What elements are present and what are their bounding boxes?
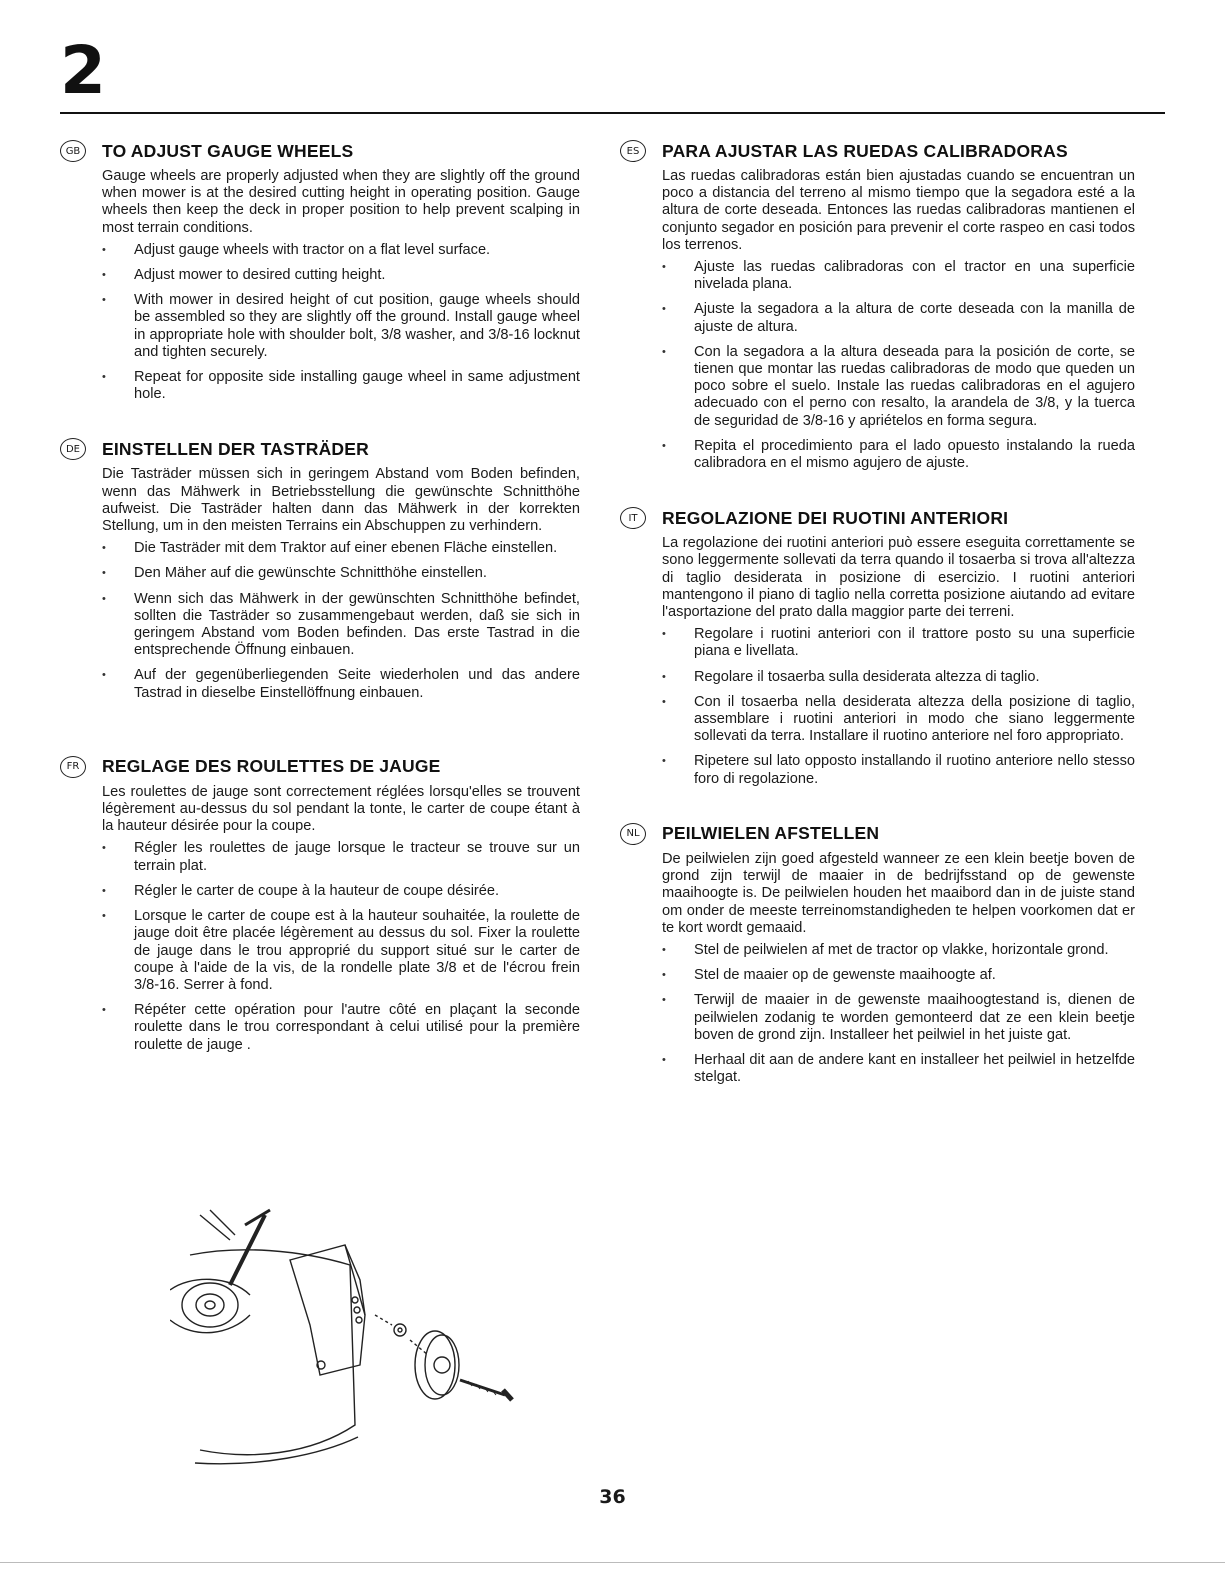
bullet-list <box>662 942 1135 1086</box>
bullet-item: • Régler les roulettes de jauge lorsque le tracteur se trouve sur un terrain plat. <box>102 840 580 874</box>
bullet-list <box>102 540 580 702</box>
language-badge-nl: NL <box>620 823 646 845</box>
section-gb <box>60 140 580 403</box>
bullet-item: • Regolare i ruotini anteriori con il trattore posto su una superficie piana e livellata. <box>662 626 1135 660</box>
bullet-item: • Régler le carter de coupe à la hauteur de coupe désirée. <box>102 883 580 900</box>
bullet-item: • Lorsque le carter de coupe est à la hauteur souhaitée, la roulette de jauge doit être placée légèrement au dessus du sol. Fixer la roulette de jauge dans le trou approprié du support situé sur le carter de coupe à l'aide de la vis, de la rondelle plate 3/8 et de l'écrou frein 3/8-16. Serrer à fond. <box>102 908 580 994</box>
chapter-number: 2 <box>60 32 105 109</box>
section-de <box>60 438 580 701</box>
bullet-item: • Repita el procedimiento para el lado opuesto instalando la rueda calibradora en el mismo agujero de ajuste. <box>662 438 1135 472</box>
section-intro: Les roulettes de jauge sont correctement réglées lorsqu'elles se trouvent légèrement au-dessus du sol pendant la tonte, le carter de coupe étant à la hauteur désirée pour la coupe. <box>102 783 580 835</box>
section-title: PEILWIELEN AFSTELLEN <box>662 823 880 844</box>
section-header <box>60 140 580 162</box>
section-intro: Gauge wheels are properly adjusted when they are slightly off the ground when mower is at the desired cutting height in operating position. Gauge wheels then keep the deck in proper position to help prevent scalping in most terrain conditions. <box>102 168 580 236</box>
section-intro: Die Tasträder müssen sich in geringem Abstand vom Boden befinden, wenn das Mähwerk in Betriebsstellung die gewünschte Schnitthöhe aufweist. Die Tasträder halten dann das Mähwerk in der korrekten Stellung, um in den meisten Terrains ein Abschuppen zu verhindern. <box>102 466 580 535</box>
bullet-item: • Den Mäher auf die gewünschte Schnitthöhe einstellen. <box>102 565 580 582</box>
bullet-item: • Stel de peilwielen af met de tractor op vlakke, horizontale grond. <box>662 942 1135 959</box>
section-intro: De peilwielen zijn goed afgesteld wanneer ze een klein beetje boven de grond zijn terwijl de maaier in de bedrijfsstand op de gewenste maaihoogte is. De peilwielen houden het maaibord dan in de juiste stand om onder de meeste terreinomstandigheden te helpen voorkomen dat er te kort wordt gemaaid. <box>662 850 1135 936</box>
bullet-item: • Ajuste las ruedas calibradoras con el tractor en una superficie nivelada plana. <box>662 259 1135 293</box>
section-title: EINSTELLEN DER TASTRÄDER <box>102 438 369 459</box>
bullet-list <box>102 840 580 1053</box>
section-intro: Las ruedas calibradoras están bien ajustadas cuando se encuentran un poco a distancia del terreno al mismo tiempo que la segadora esté a la altura de corte deseada. Entonces las ruedas calibradoras mantienen el conjunto segador en posición para prevenir el corte raspeo en casi todos los terrenos. <box>662 168 1135 253</box>
left-column <box>60 140 580 1062</box>
section-header <box>620 507 1135 529</box>
section-it <box>620 507 1135 788</box>
section-fr <box>60 756 580 1054</box>
bullet-item: • Stel de maaier op de gewenste maaihoogte af. <box>662 967 1135 984</box>
section-title: PARA AJUSTAR LAS RUEDAS CALIBRADORAS <box>662 140 1068 161</box>
bullet-item: • Con il tosaerba nella desiderata altezza della posizione di taglio, assemblare i ruotini anteriori in modo che siano leggermente sollevati da terra. Installare il ruotino anteriore nel foro appropriato. <box>662 694 1135 746</box>
language-badge-de: DE <box>60 438 86 460</box>
bullet-item: • Wenn sich das Mähwerk in der gewünschten Schnitthöhe befindet, sollten die Tasträder so zusammengebaut werden, daß sie sich in geringem Abstand vom Boden befinden. Das erste Tastrad in die entsprechende Öffnung einbauen. <box>102 591 580 660</box>
bullet-item: • Ajuste la segadora a la altura de corte deseada con la manilla de ajuste de altura. <box>662 301 1135 335</box>
bullet-list <box>102 242 580 404</box>
bullet-item: • Ripetere sul lato opposto installando il ruotino anteriore nello stesso foro di regolazione. <box>662 753 1135 787</box>
section-nl <box>620 823 1135 1086</box>
section-header <box>620 140 1135 162</box>
header-rule <box>60 112 1165 114</box>
bullet-item: • Regolare il tosaerba sulla desiderata altezza di taglio. <box>662 669 1135 686</box>
bullet-item: • Auf der gegenüberliegenden Seite wiederholen und das andere Tastrad in dieselbe Einstellöffnung einbauen. <box>102 667 580 701</box>
bullet-item: • Repeat for opposite side installing gauge wheel in same adjustment hole. <box>102 369 580 403</box>
section-header <box>60 438 580 460</box>
section-intro: La regolazione dei ruotini anteriori può essere eseguita correttamente se sono leggermente sollevati da terra quando il tosaerba si trova all'altezza di taglio desiderata in posizione di esercizio. I ruotini anteriori mantengono il piano di taglio nella corretta posizione aiutando ad evitare l'asportazione del prato dalla maggior parte dei terreni. <box>662 535 1135 621</box>
bullet-item: • Con la segadora a la altura deseada para la posición de corte, se tienen que montar las ruedas calibradoras de modo que queden un poco sobre el suelo. Instale las ruedas calibradoras en el agujero adecuado con el perno con resalto, la arandela de 3/8, y la tuerca de seguridad de 3/8-16 y apriételos en forma segura. <box>662 344 1135 430</box>
bullet-item: • Die Tasträder mit dem Traktor auf einer ebenen Fläche einstellen. <box>102 540 580 557</box>
language-badge-es: ES <box>620 140 646 162</box>
section-header <box>620 823 1135 845</box>
section-title: REGOLAZIONE DEI RUOTINI ANTERIORI <box>662 507 1009 528</box>
bullet-list <box>662 259 1135 472</box>
section-header <box>60 756 580 778</box>
bullet-item: • Adjust mower to desired cutting height. <box>102 267 580 284</box>
language-badge-gb: GB <box>60 140 86 162</box>
right-column <box>620 140 1135 1094</box>
bullet-item: • Herhaal dit aan de andere kant en installeer het peilwiel in hetzelfde stelgat. <box>662 1052 1135 1086</box>
section-es <box>620 140 1135 472</box>
section-title: REGLAGE DES ROULETTES DE JAUGE <box>102 756 441 777</box>
footer-rule <box>0 1562 1225 1563</box>
bullet-item: • Terwijl de maaier in de gewenste maaihoogtestand is, dienen de peilwielen zodanig te worden gemonteerd dat ze een klein beetje boven de grond zijn. Installeer het peilwiel in het juiste gat. <box>662 992 1135 1044</box>
bullet-item: • Adjust gauge wheels with tractor on a flat level surface. <box>102 242 580 259</box>
section-title: TO ADJUST GAUGE WHEELS <box>102 140 354 161</box>
bullet-item: • With mower in desired height of cut position, gauge wheels should be assembled so they are slightly off the ground. Install gauge wheel in appropriate hole with shoulder bolt, 3/8 washer, and 3/8-16 locknut and tighten securely. <box>102 292 580 361</box>
bullet-item: • Répéter cette opération pour l'autre côté en plaçant la seconde roulette dans le trou correspondant à celui utilisé pour la première roulette de jauge . <box>102 1002 580 1054</box>
language-badge-fr: FR <box>60 756 86 778</box>
gauge-wheel-illustration <box>170 1205 530 1470</box>
page-number: 36 <box>599 1486 626 1508</box>
bullet-list <box>662 626 1135 788</box>
language-badge-it: IT <box>620 507 646 529</box>
